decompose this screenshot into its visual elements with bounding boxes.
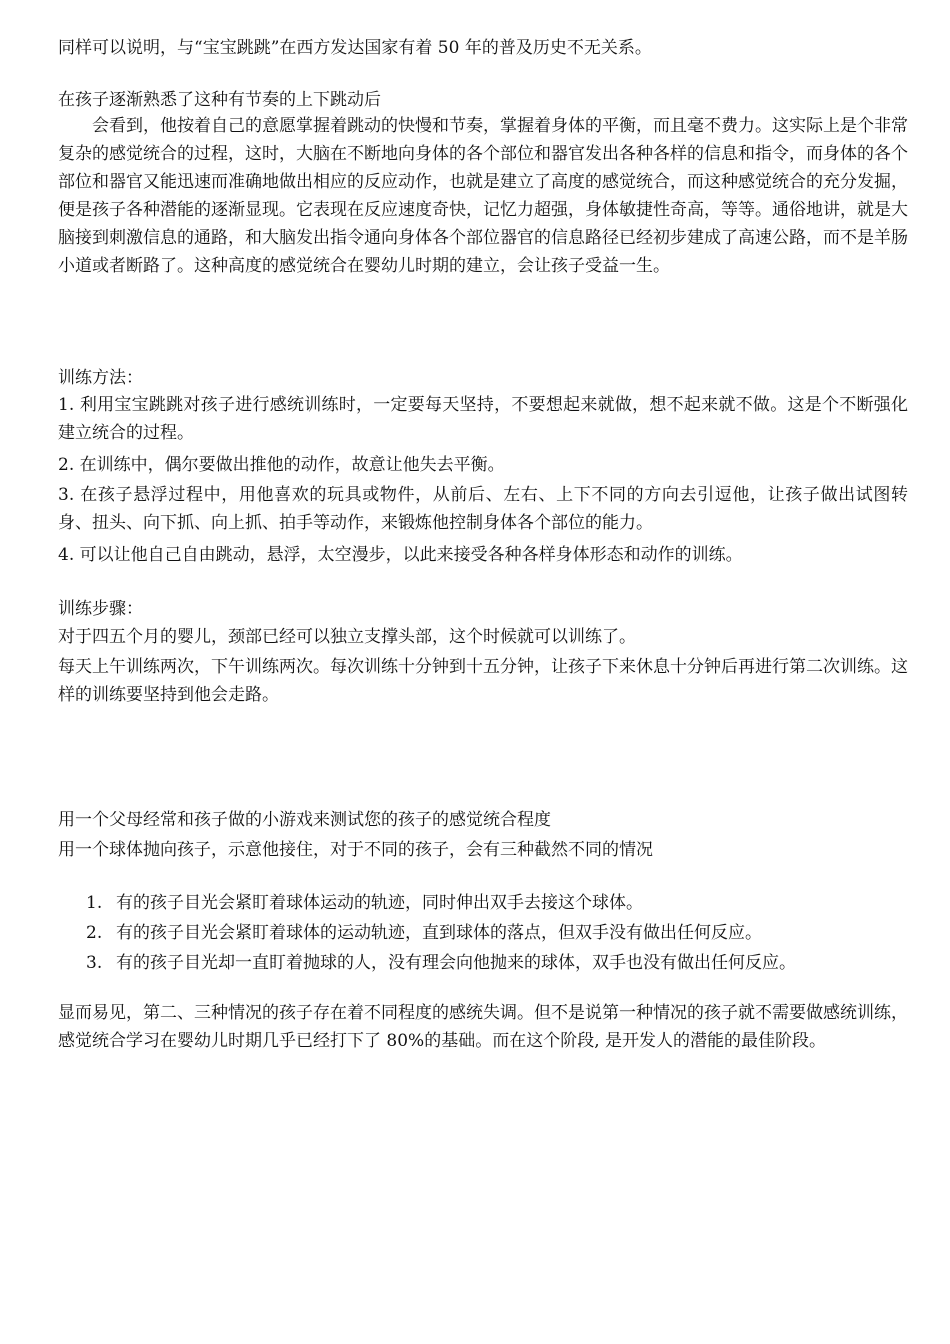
list-item: [86, 889, 643, 917]
list-text: 有的孩子目光却一直盯着抛球的人，没有理会向他抛来的球体，双手也没有做出任何反应。: [116, 953, 796, 973]
game-heading-2: 用一个球体抛向孩子，示意他接住，对于不同的孩子，会有三种截然不同的情况: [58, 840, 653, 860]
steps-line-2: 每天上午训练两次，下午训练两次。每次训练十分钟到十五分钟，让孩子下来休息十分钟后再进行第二次训练。这样的训练要坚持到他会走路。: [58, 657, 908, 705]
section1-body: 会看到，他按着自己的意愿掌握着跳动的快慢和节奏，掌握着身体的平衡，而且毫不费力。这实际上是个非常复杂的感觉统合的过程，这时，大脑在不断地向身体的各个部位和器官发出各种各样的信息和指令，而身体的各个部位和器官又能迅速而准确地做出相应的反应动作，也就是建立了高度的感觉统合，而这种感觉统合的充分发掘，便是孩子各种潜能的逐渐显现。它表现在反应速度奇快，记忆力超强，身体敏捷性奇高，等等。通俗地讲，就是大脑接到刺激信息的通路，和大脑发出指令通向身体各个部位器官的信息路径已经初步建成了高速公路，而不是羊肠小道或者断路了。这种高度的感觉统合在婴幼儿时期的建立，会让孩子受益一生。: [58, 116, 908, 276]
section1-heading: 在孩子逐渐熟悉了这种有节奏的上下跳动后: [58, 90, 381, 110]
list-text: 有的孩子目光会紧盯着球体运动的轨迹，同时伸出双手去接这个球体。: [116, 893, 643, 913]
list-item: [86, 919, 762, 947]
method-item-2: 2. 在训练中，偶尔要做出推他的动作，故意让他失去平衡。: [58, 455, 505, 475]
list-number: 1.: [86, 893, 103, 913]
methods-heading: 训练方法：: [58, 368, 143, 388]
intro-line: 同样可以说明，与“宝宝跳跳”在西方发达国家有着 50 年的普及历史不无关系。: [58, 38, 652, 58]
method-item-3: 3. 在孩子悬浮过程中，用他喜欢的玩具或物件，从前后、左右、上下不同的方向去引逗他，让孩子做出试图转身、扭头、向下抓、向上抓、拍手等动作，来锻炼他控制身体各个部位的能力。: [58, 485, 908, 533]
steps-heading: 训练步骤：: [58, 599, 143, 619]
method-item-4: 4. 可以让他自己自由跳动，悬浮，太空漫步，以此来接受各种各样身体形态和动作的训练。: [58, 545, 743, 565]
list-number: 2.: [86, 923, 103, 943]
game-heading-1: 用一个父母经常和孩子做的小游戏来测试您的孩子的感觉统合程度: [58, 810, 551, 830]
list-number: 3.: [86, 953, 103, 973]
method-item-1: 1. 利用宝宝跳跳对孩子进行感统训练时，一定要每天坚持，不要想起来就做，想不起来就不做。这是个不断强化建立统合的过程。: [58, 395, 908, 443]
list-item: [86, 949, 796, 977]
conclusion-paragraph: 显而易见，第二、三种情况的孩子存在着不同程度的感统失调。但不是说第一种情况的孩子就不需要做感统训练，感觉统合学习在婴幼儿时期几乎已经打下了 80%的基础。而在这个阶段, 是开发人的潜能的最佳阶段。: [58, 1003, 908, 1051]
steps-line-1: 对于四五个月的婴儿，颈部已经可以独立支撑头部，这个时候就可以训练了。: [58, 627, 636, 647]
list-text: 有的孩子目光会紧盯着球体的运动轨迹，直到球体的落点，但双手没有做出任何反应。: [116, 923, 762, 943]
